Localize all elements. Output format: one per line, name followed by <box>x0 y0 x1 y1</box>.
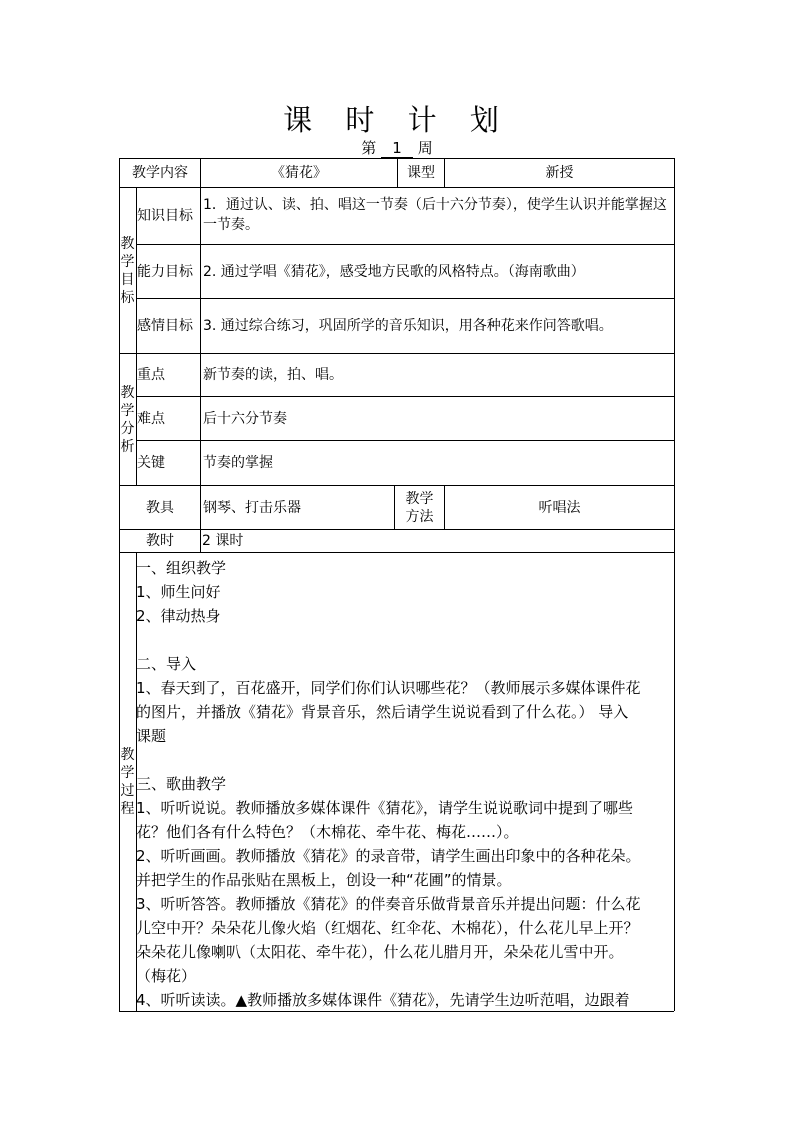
process-line: 朵朵花儿像喇叭（太阳花、牵牛花），什么花儿腊月开，朵朵花儿雪中开。 <box>136 943 624 961</box>
content-value: 《猜花》 <box>271 165 327 181</box>
type-value: 新授 <box>545 165 574 181</box>
process-line: 二、导入 <box>136 655 197 673</box>
key-point-label: 重点 <box>137 367 165 383</box>
process-line: 1、师生问好 <box>136 583 221 601</box>
critical-label: 关键 <box>137 455 165 471</box>
process-content <box>136 556 672 1012</box>
table-rule <box>119 187 674 188</box>
emotion-text: 3. 通过综合练习，巩固所学的音乐知识，用各种花来作问答歌唱。 <box>203 318 613 334</box>
ability-label: 能力目标 <box>137 263 193 280</box>
method-value: 听唱法 <box>538 499 581 516</box>
process-line: 一、组织教学 <box>136 559 227 577</box>
process-line: 儿空中开？朵朵花儿像火焰（红烟花、红伞花、木棉花），什么花儿早上开？ <box>136 919 639 937</box>
objectives-group-label: 教 学 目 标 <box>120 235 135 306</box>
hours-value: 2 课时 <box>202 533 244 549</box>
knowledge-text: 1．通过认、读、拍、唱这一节奏（后十六分节奏），使学生认识并能掌握这一节奏。 <box>203 197 667 233</box>
tools-value: 钢琴、打击乐器 <box>203 499 301 516</box>
process-line: （梅花） <box>136 967 197 985</box>
process-line: 并把学生的作品张贴在黑板上，创设一种“花圃”的情景。 <box>136 871 512 889</box>
table-rule <box>674 158 675 1011</box>
process-line <box>136 748 672 772</box>
difficulty-label: 难点 <box>137 410 165 427</box>
process-line: 2、听听画画。教师播放《猜花》的录音带，请学生画出印象中的各种花朵。 <box>136 847 641 865</box>
analysis-group-label: 教 学 分 析 <box>120 384 135 455</box>
key-point-text: 新节奏的读，拍、唱。 <box>203 367 343 383</box>
table-rule <box>119 552 674 553</box>
content-label: 教学内容 <box>132 165 188 181</box>
critical-text: 节奏的掌握 <box>203 455 273 471</box>
process-line: 2、律动热身 <box>136 607 221 625</box>
type-label: 课型 <box>407 165 435 181</box>
emotion-label: 感情目标 <box>137 318 193 334</box>
process-line: 1、听听说说。教师播放多媒体课件《猜花》，请学生说说歌词中提到了哪些 <box>136 799 634 817</box>
knowledge-label: 知识目标 <box>137 208 193 224</box>
process-line: 的图片，并播放《猜花》背景音乐，然后请学生说说看到了什么花。） 导入 <box>136 703 629 721</box>
process-line: 课题 <box>136 727 167 745</box>
process-line: 1、春天到了，百花盛开，同学们你们认识哪些花？（教师展示多媒体课件花 <box>136 679 641 697</box>
page-title: 课 时 计 划 <box>283 103 511 137</box>
table-rule <box>200 158 201 552</box>
process-line: 花？他们各有什么特色？（木棉花、牵牛花、梅花……）。 <box>136 823 519 841</box>
week-number: 1 <box>381 139 413 158</box>
process-line <box>136 628 672 652</box>
process-group-label: 教 学 过 程 <box>120 747 135 817</box>
process-line: 4、听听读读。▲教师播放多媒体课件《猜花》，先请学生边听范唱，边跟着 <box>136 991 630 1009</box>
week-suffix: 周 <box>417 139 433 157</box>
process-line: 三、歌曲教学 <box>136 775 227 793</box>
week-prefix: 第 <box>361 139 377 157</box>
tools-label: 教具 <box>146 499 174 516</box>
method-label: 教学 方法 <box>405 490 434 525</box>
process-line: 3、听听答答。教师播放《猜花》的伴奏音乐做背景音乐并提出问题：什么花 <box>136 895 641 913</box>
hours-label: 教时 <box>146 533 174 549</box>
difficulty-text: 后十六分节奏 <box>203 410 287 427</box>
ability-text: 2. 通过学唱《猜花》，感受地方民歌的风格特点。（海南歌曲） <box>203 263 585 280</box>
